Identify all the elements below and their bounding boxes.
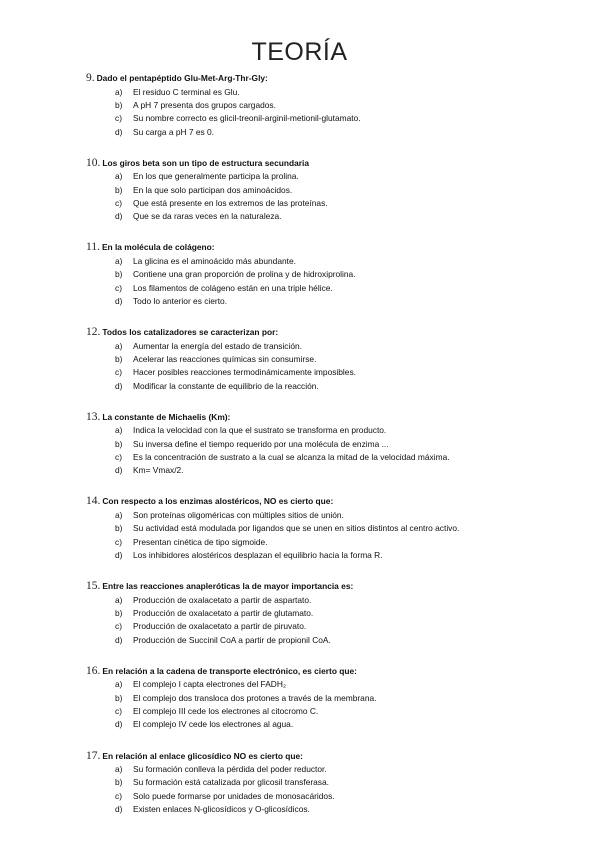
option-text: Que está presente en los extremos de las proteínas. [133, 197, 328, 208]
question-header [86, 241, 586, 254]
question-block [86, 665, 586, 731]
option-letter: a) [115, 679, 123, 690]
question-block [86, 157, 586, 223]
answer-option [86, 98, 586, 111]
answer-option [86, 379, 586, 392]
option-letter: a) [115, 425, 123, 436]
question-block [86, 72, 586, 138]
question-block [86, 580, 586, 646]
option-letter: d) [115, 295, 123, 306]
option-letter: a) [115, 764, 123, 775]
question-block [86, 495, 586, 561]
answer-option [86, 522, 586, 535]
answer-option [86, 125, 586, 138]
option-list [86, 424, 586, 477]
answer-option [86, 508, 586, 521]
option-letter: b) [115, 692, 123, 703]
option-letter: a) [115, 256, 123, 267]
answer-option [86, 366, 586, 379]
answer-option [86, 789, 586, 802]
question-header [86, 495, 586, 508]
option-list [86, 593, 586, 646]
option-text: Producción de oxalacetato a partir de aspartato. [133, 594, 312, 605]
question-text: Todos los catalizadores se caracterizan por: [102, 327, 279, 338]
question-number: 17. [86, 749, 101, 762]
option-text: En los que generalmente participa la prolina. [133, 171, 299, 182]
option-text: Producción de Succinil CoA a partir de propionil CoA. [133, 634, 331, 645]
answer-option [86, 424, 586, 437]
option-text: Modificar la constante de equilibrio de la reacción. [133, 380, 319, 391]
option-letter: d) [115, 465, 123, 476]
option-text: Hacer posibles reacciones termodinámicamente imposibles. [133, 367, 356, 378]
option-text: Contiene una gran proporción de prolina y de hidroxiprolina. [133, 269, 356, 280]
question-header [86, 411, 586, 424]
option-text: Acelerar las reacciones químicas sin consumirse. [133, 354, 317, 364]
option-list [86, 339, 586, 392]
option-letter: b) [115, 523, 123, 534]
option-letter: d) [115, 211, 123, 222]
option-text: Presentan cinética de tipo sigmoide. [133, 536, 268, 547]
option-list [86, 508, 586, 561]
option-list [86, 763, 586, 816]
option-letter: d) [115, 126, 123, 137]
answer-option [86, 450, 586, 463]
answer-option [86, 678, 586, 691]
option-letter: c) [115, 790, 122, 801]
option-text: Producción de oxalacetato a partir de piruvato. [133, 621, 307, 632]
option-letter: a) [115, 594, 123, 605]
question-number: 14. [86, 495, 101, 508]
question-list [86, 72, 586, 834]
question-number: 15. [86, 580, 101, 593]
answer-option [86, 763, 586, 776]
question-number: 16. [86, 664, 101, 677]
option-letter: c) [115, 536, 122, 547]
option-text: Que se da raras veces en la naturaleza. [133, 211, 282, 222]
option-letter: c) [115, 367, 122, 378]
answer-option [86, 294, 586, 307]
answer-option [86, 437, 586, 450]
option-letter: c) [115, 451, 122, 462]
answer-option [86, 535, 586, 548]
question-text: Dado el pentapéptido Glu-Met-Arg-Thr-Gly: [96, 73, 268, 83]
option-letter: c) [115, 113, 122, 124]
option-letter: b) [115, 354, 123, 364]
option-text: El complejo dos transloca dos protones a través de la membrana. [133, 692, 377, 703]
answer-option [86, 633, 586, 646]
option-letter: b) [115, 99, 123, 110]
question-number: 10. [86, 156, 101, 169]
option-text: Indica la velocidad con la que el sustrato se transforma en producto. [133, 425, 387, 436]
option-letter: b) [115, 269, 123, 280]
answer-option [86, 776, 586, 789]
option-letter: d) [115, 380, 123, 391]
answer-option [86, 112, 586, 125]
option-letter: b) [115, 608, 123, 619]
answer-option [86, 606, 586, 619]
option-text: Producción de oxalacetato a partir de glutamato. [133, 608, 314, 619]
option-text: La glicina es el aminoácido más abundante. [133, 256, 296, 267]
answer-option [86, 281, 586, 294]
question-header [86, 580, 586, 593]
option-text: El complejo IV cede los electrones al agua. [133, 719, 294, 730]
option-text: Su actividad está modulada por ligandos que se unen en sitios distintos al centro activo. [133, 523, 460, 534]
option-text: Aumentar la energía del estado de transición. [133, 340, 303, 351]
option-list [86, 254, 586, 307]
question-text: En relación al enlace glicosídico NO es cierto que: [102, 750, 303, 761]
option-text: El complejo III cede los electrones al citocromo C. [133, 706, 319, 717]
answer-option [86, 254, 586, 267]
answer-option [86, 196, 586, 209]
option-letter: b) [115, 777, 123, 788]
option-letter: b) [115, 438, 123, 449]
option-text: En la que solo participan dos aminoácidos. [133, 184, 293, 195]
question-number: 9. [86, 72, 95, 84]
question-header [86, 326, 586, 339]
question-block [86, 750, 586, 816]
option-text: Es la concentración de sustrato a la cual se alcanza la mitad de la velocidad máxima. [133, 451, 450, 462]
option-text: Su inversa define el tiempo requerido por una molécula de enzima ... [133, 438, 389, 449]
option-text: Su nombre correcto es glicil-treonil-arginil-metionil-glutamato. [133, 113, 361, 124]
question-number: 12. [86, 326, 101, 339]
option-letter: c) [115, 197, 122, 208]
option-letter: d) [115, 719, 123, 730]
option-letter: d) [115, 634, 123, 645]
question-text: Con respecto a los enzimas alostéricos, NO es cierto que: [102, 496, 334, 507]
answer-option [86, 620, 586, 633]
option-text: Su formación está catalizada por glicosil transferasa. [133, 777, 329, 788]
option-list [86, 170, 586, 223]
option-text: Solo puede formarse por unidades de monosacáridos. [133, 790, 335, 801]
answer-option [86, 464, 586, 477]
option-letter: b) [115, 184, 123, 195]
option-text: El residuo C terminal es Glu. [133, 86, 240, 97]
question-text: En la molécula de colágeno: [101, 242, 215, 253]
option-text: Los filamentos de colágeno están en una triple hélice. [133, 282, 333, 293]
answer-option [86, 210, 586, 223]
option-list [86, 85, 586, 138]
option-letter: d) [115, 549, 123, 560]
option-letter: c) [115, 282, 122, 293]
option-letter: d) [115, 804, 123, 815]
question-header [86, 750, 586, 763]
option-text: Existen enlaces N-glicosídicos y O-glicosídicos. [133, 804, 310, 815]
answer-option [86, 183, 586, 196]
question-header [86, 665, 586, 678]
question-text: En relación a la cadena de transporte electrónico, es cierto que: [102, 665, 357, 676]
option-text: A pH 7 presenta dos grupos cargados. [133, 99, 276, 110]
question-header [86, 72, 586, 85]
option-text: Su carga a pH 7 es 0. [133, 126, 215, 137]
question-block [86, 326, 586, 392]
option-text: Son proteínas oligoméricas con múltiples sitios de unión. [133, 510, 344, 521]
option-text: El complejo I capta electrones del FADH₂ [133, 679, 287, 690]
option-text: Los inhibidores alostéricos desplazan el equilibrio hacia la forma R. [133, 549, 383, 560]
answer-option [86, 718, 586, 731]
question-block [86, 241, 586, 307]
answer-option [86, 802, 586, 815]
question-text: Los giros beta son un tipo de estructura secundaria [102, 157, 309, 168]
answer-option [86, 85, 586, 98]
answer-option [86, 268, 586, 281]
option-letter: c) [115, 706, 122, 717]
answer-option [86, 352, 586, 365]
option-text: Todo lo anterior es cierto. [133, 295, 228, 306]
answer-option [86, 704, 586, 717]
question-header [86, 157, 586, 170]
option-letter: a) [115, 171, 123, 182]
question-text: La constante de Michaelis (Km): [102, 411, 231, 422]
option-letter: a) [115, 86, 123, 97]
answer-option [86, 548, 586, 561]
option-letter: a) [115, 510, 123, 521]
option-letter: a) [115, 340, 123, 351]
option-list [86, 678, 586, 731]
question-number: 13. [86, 410, 101, 423]
question-text: Entre las reacciones anapleróticas la de mayor importancia es: [102, 581, 354, 592]
answer-option [86, 593, 586, 606]
answer-option [86, 339, 586, 352]
option-text: Km= Vmax/2. [133, 465, 184, 476]
question-block [86, 411, 586, 477]
question-number: 11. [86, 241, 100, 254]
answer-option [86, 691, 586, 704]
answer-option [86, 170, 586, 183]
option-letter: c) [115, 621, 122, 632]
option-text: Su formación conlleva la pérdida del poder reductor. [133, 764, 327, 775]
page-title: TEORÍA [251, 38, 348, 66]
